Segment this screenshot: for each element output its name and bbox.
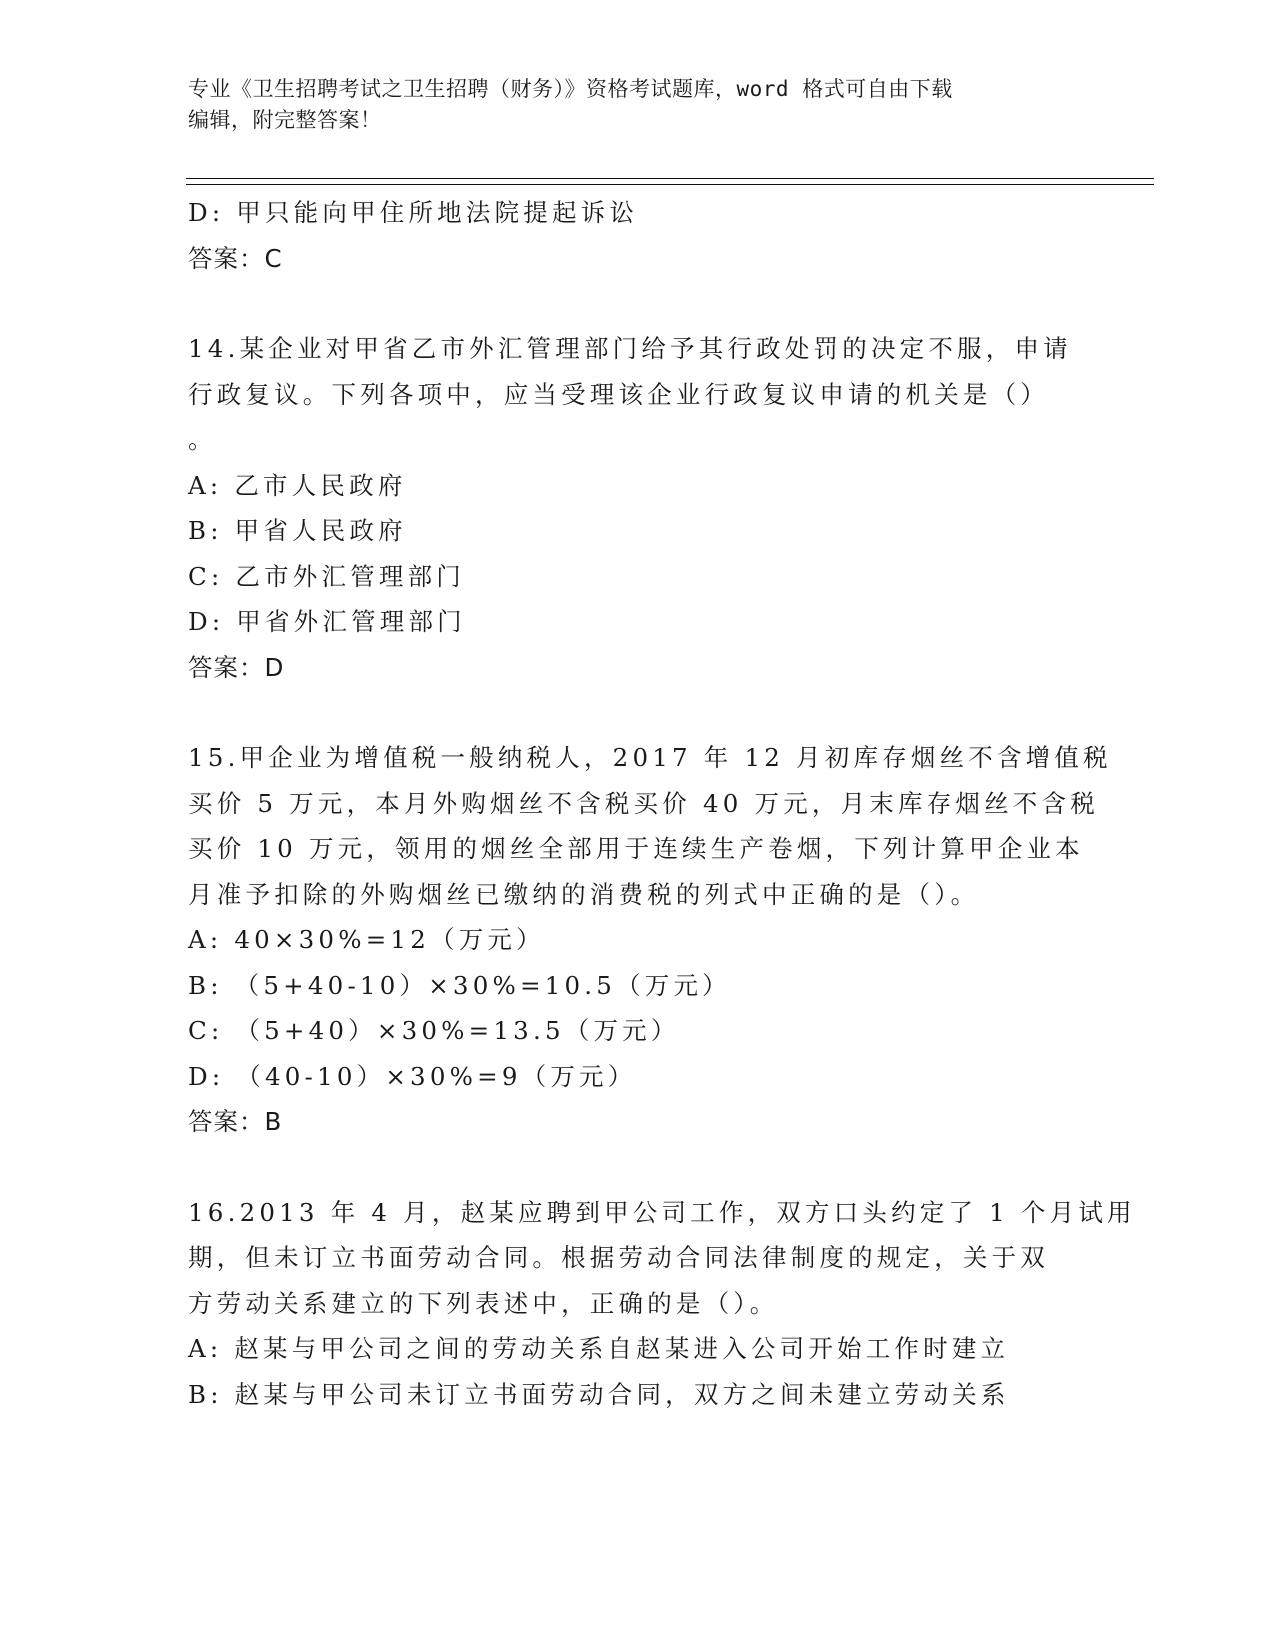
option-line: C: （5+40）×30%=13.5（万元） [188,1016,680,1045]
option-line: B: （5+40-10）×30%=10.5（万元） [188,970,731,1000]
question-stem-line: 16.2013 年 4 月，赵某应聘到甲公司工作，双方口头约定了 1 个月试用 [188,1197,1136,1227]
question-stem-line: 买价 5 万元，本月外购烟丝不含税买价 40 万元，月末库存烟丝不含税 [188,788,1099,818]
question-stem-line: 月准予扣除的外购烟丝已缴纳的消费税的列式中正确的是（）。 [188,879,980,909]
answer-line: 答案：D [188,652,285,682]
question-16 [188,1190,1136,1418]
option-line: D: 甲省外汇管理部门 [188,607,466,636]
header-divider-top [186,178,1154,179]
option-line: A: 乙市人民政府 [188,470,407,500]
question-stem-line: 15.甲企业为增值税一般纳税人，2017 年 12 月初库存烟丝不含增值税 [188,743,1112,772]
question-stem-line: 。 [188,425,217,454]
spacer [188,281,1088,326]
answer-line: 答案：C [188,243,283,273]
header-line-1: 专业《卫生招聘考试之卫生招聘（财务）》资格考试题库，word 格式可自由下载 [188,77,953,101]
spacer [188,690,1088,735]
question-stem-line: 行政复议。下列各项中，应当受理该企业行政复议申请的机关是（） [188,379,1049,409]
question-14 [188,326,1088,690]
answer-line: 答案：B [188,1107,283,1136]
question-15 [188,735,1112,1145]
question-stem-line: 14.某企业对甲省乙市外汇管理部门给予其行政处罚的决定不服，申请 [188,334,1072,363]
option-line: D: （40-10）×30%=9（万元） [188,1061,637,1091]
option-line: A: 赵某与甲公司之间的劳动关系自赵某进入公司开始工作时建立 [188,1334,1010,1363]
option-line: C: 乙市外汇管理部门 [188,561,465,591]
page-header [188,74,1068,136]
option-line: D: 甲只能向甲住所地法院提起诉讼 [188,198,639,227]
question-stem-line: 期，但未订立书面劳动合同。根据劳动合同法律制度的规定，关于双 [188,1243,1049,1272]
option-line: B: 赵某与甲公司未订立书面劳动合同，双方之间未建立劳动关系 [188,1379,1010,1409]
question-stem-line: 买价 10 万元，领用的烟丝全部用于连续生产卷烟，下列计算甲企业本 [188,834,1084,863]
option-line: A: 40×30%=12（万元） [188,925,545,954]
header-divider-bottom [186,184,1154,185]
spacer [188,1145,1088,1190]
document-body [188,190,1136,1417]
header-line-2: 编辑，附完整答案！ [188,108,382,132]
question-stem-line: 方劳动关系建立的下列表述中，正确的是（）。 [188,1288,779,1318]
option-line: B: 甲省人民政府 [188,516,407,545]
